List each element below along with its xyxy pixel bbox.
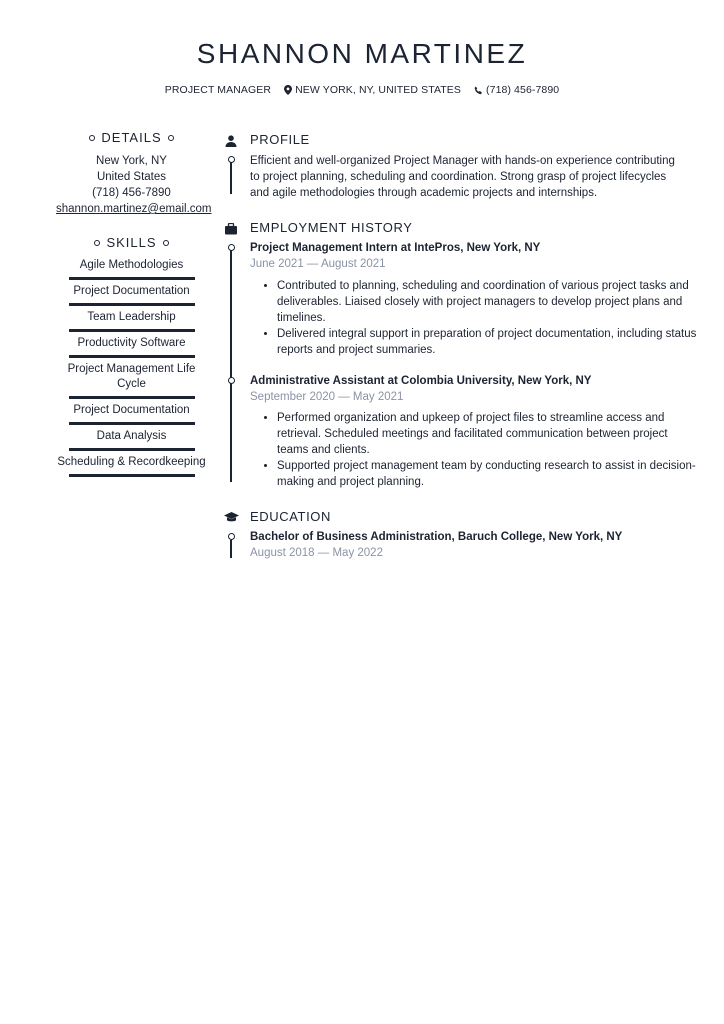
bullet-item: • Supported project management team by conducting research to assist in decision-making and project planning.	[277, 458, 697, 490]
skill-bar	[69, 422, 195, 425]
education-heading: EDUCATION	[250, 509, 331, 524]
skill-item: Productivity Software	[56, 336, 207, 358]
candidate-name: SHANNON MARTINEZ	[196, 38, 528, 69]
degree-title: Bachelor of Business Administration, Baruch College, New York, NY	[250, 531, 623, 543]
details-country: United States	[96, 171, 167, 183]
skill-bar	[69, 329, 195, 332]
timeline-dot	[228, 377, 235, 384]
heading-dot-icon	[89, 135, 95, 141]
timeline-line	[230, 540, 232, 558]
phone-text: (718) 456-7890	[486, 84, 560, 97]
timeline-dot	[228, 156, 235, 163]
job-title: Administrative Assistant at Colombia University, New York, NY	[250, 375, 592, 387]
heading-dot-icon	[163, 240, 169, 246]
job-dates: June 2021 — August 2021	[250, 258, 386, 270]
bullet-item: • Performed organization and upkeep of project files to streamline access and retrieval. Scheduled meetings and facilitated communication between project teams and clients.	[277, 410, 697, 458]
phone-icon	[474, 86, 483, 95]
skill-bar	[69, 355, 195, 358]
skill-bar	[69, 474, 195, 477]
skills-heading: SKILLS	[56, 235, 207, 250]
timeline-line	[230, 248, 232, 482]
left-column	[56, 130, 212, 477]
skill-item: Project Documentation	[56, 284, 207, 306]
job-bullets	[262, 278, 697, 358]
location-text: NEW YORK, NY, UNITED STATES	[295, 84, 461, 97]
skill-item: Project Documentation	[56, 403, 207, 425]
email-link[interactable]: shannon.martinez@email.com	[56, 203, 212, 215]
timeline-line	[230, 162, 232, 194]
skill-item: Team Leadership	[56, 310, 207, 332]
timeline-dot	[228, 244, 235, 251]
job-title: Project Management Intern at IntePros, New York, NY	[250, 242, 541, 254]
heading-dot-icon	[168, 135, 174, 141]
briefcase-icon	[224, 223, 238, 235]
details-phone: (718) 456-7890	[92, 187, 171, 199]
profile-heading: PROFILE	[250, 132, 310, 147]
phone-info	[474, 84, 559, 96]
education-dates: August 2018 — May 2022	[250, 547, 383, 559]
bullet-item: • Contributed to planning, scheduling and coordination of various project tasks and deliverables. Liaised closely with project managers to develop project plans and timelines.	[277, 278, 697, 326]
map-pin-icon	[284, 85, 292, 95]
profile-summary: Efficient and well-organized Project Manager with hands-on experience contributing to project planning, scheduling and coordination. Strong grasp of project lifecycles and agile methodologies through academic projects and internships.	[250, 155, 675, 199]
skill-bar	[69, 303, 195, 306]
employment-heading: EMPLOYMENT HISTORY	[250, 220, 413, 235]
person-icon	[224, 135, 238, 147]
heading-dot-icon	[94, 240, 100, 246]
skill-item: Data Analysis	[56, 429, 207, 451]
header-info	[0, 84, 724, 96]
job-bullets	[262, 410, 697, 490]
details-heading: DETAILS	[56, 130, 207, 145]
bullet-item: • Delivered integral support in preparation of project documentation, including status reports and project summaries.	[277, 326, 697, 358]
location-info	[284, 84, 461, 96]
job-dates: September 2020 — May 2021	[250, 391, 404, 403]
skill-item: Project Management Life Cycle	[56, 362, 207, 399]
skill-bar	[69, 277, 195, 280]
graduation-cap-icon	[224, 512, 239, 523]
timeline-dot	[228, 533, 235, 540]
details-city: New York, NY	[96, 155, 167, 167]
skill-bar	[69, 396, 195, 399]
skill-item: Scheduling & Recordkeeping	[56, 455, 207, 477]
skill-item: Agile Methodologies	[56, 258, 207, 280]
job-title-label: PROJECT MANAGER	[164, 84, 272, 97]
skill-bar	[69, 448, 195, 451]
